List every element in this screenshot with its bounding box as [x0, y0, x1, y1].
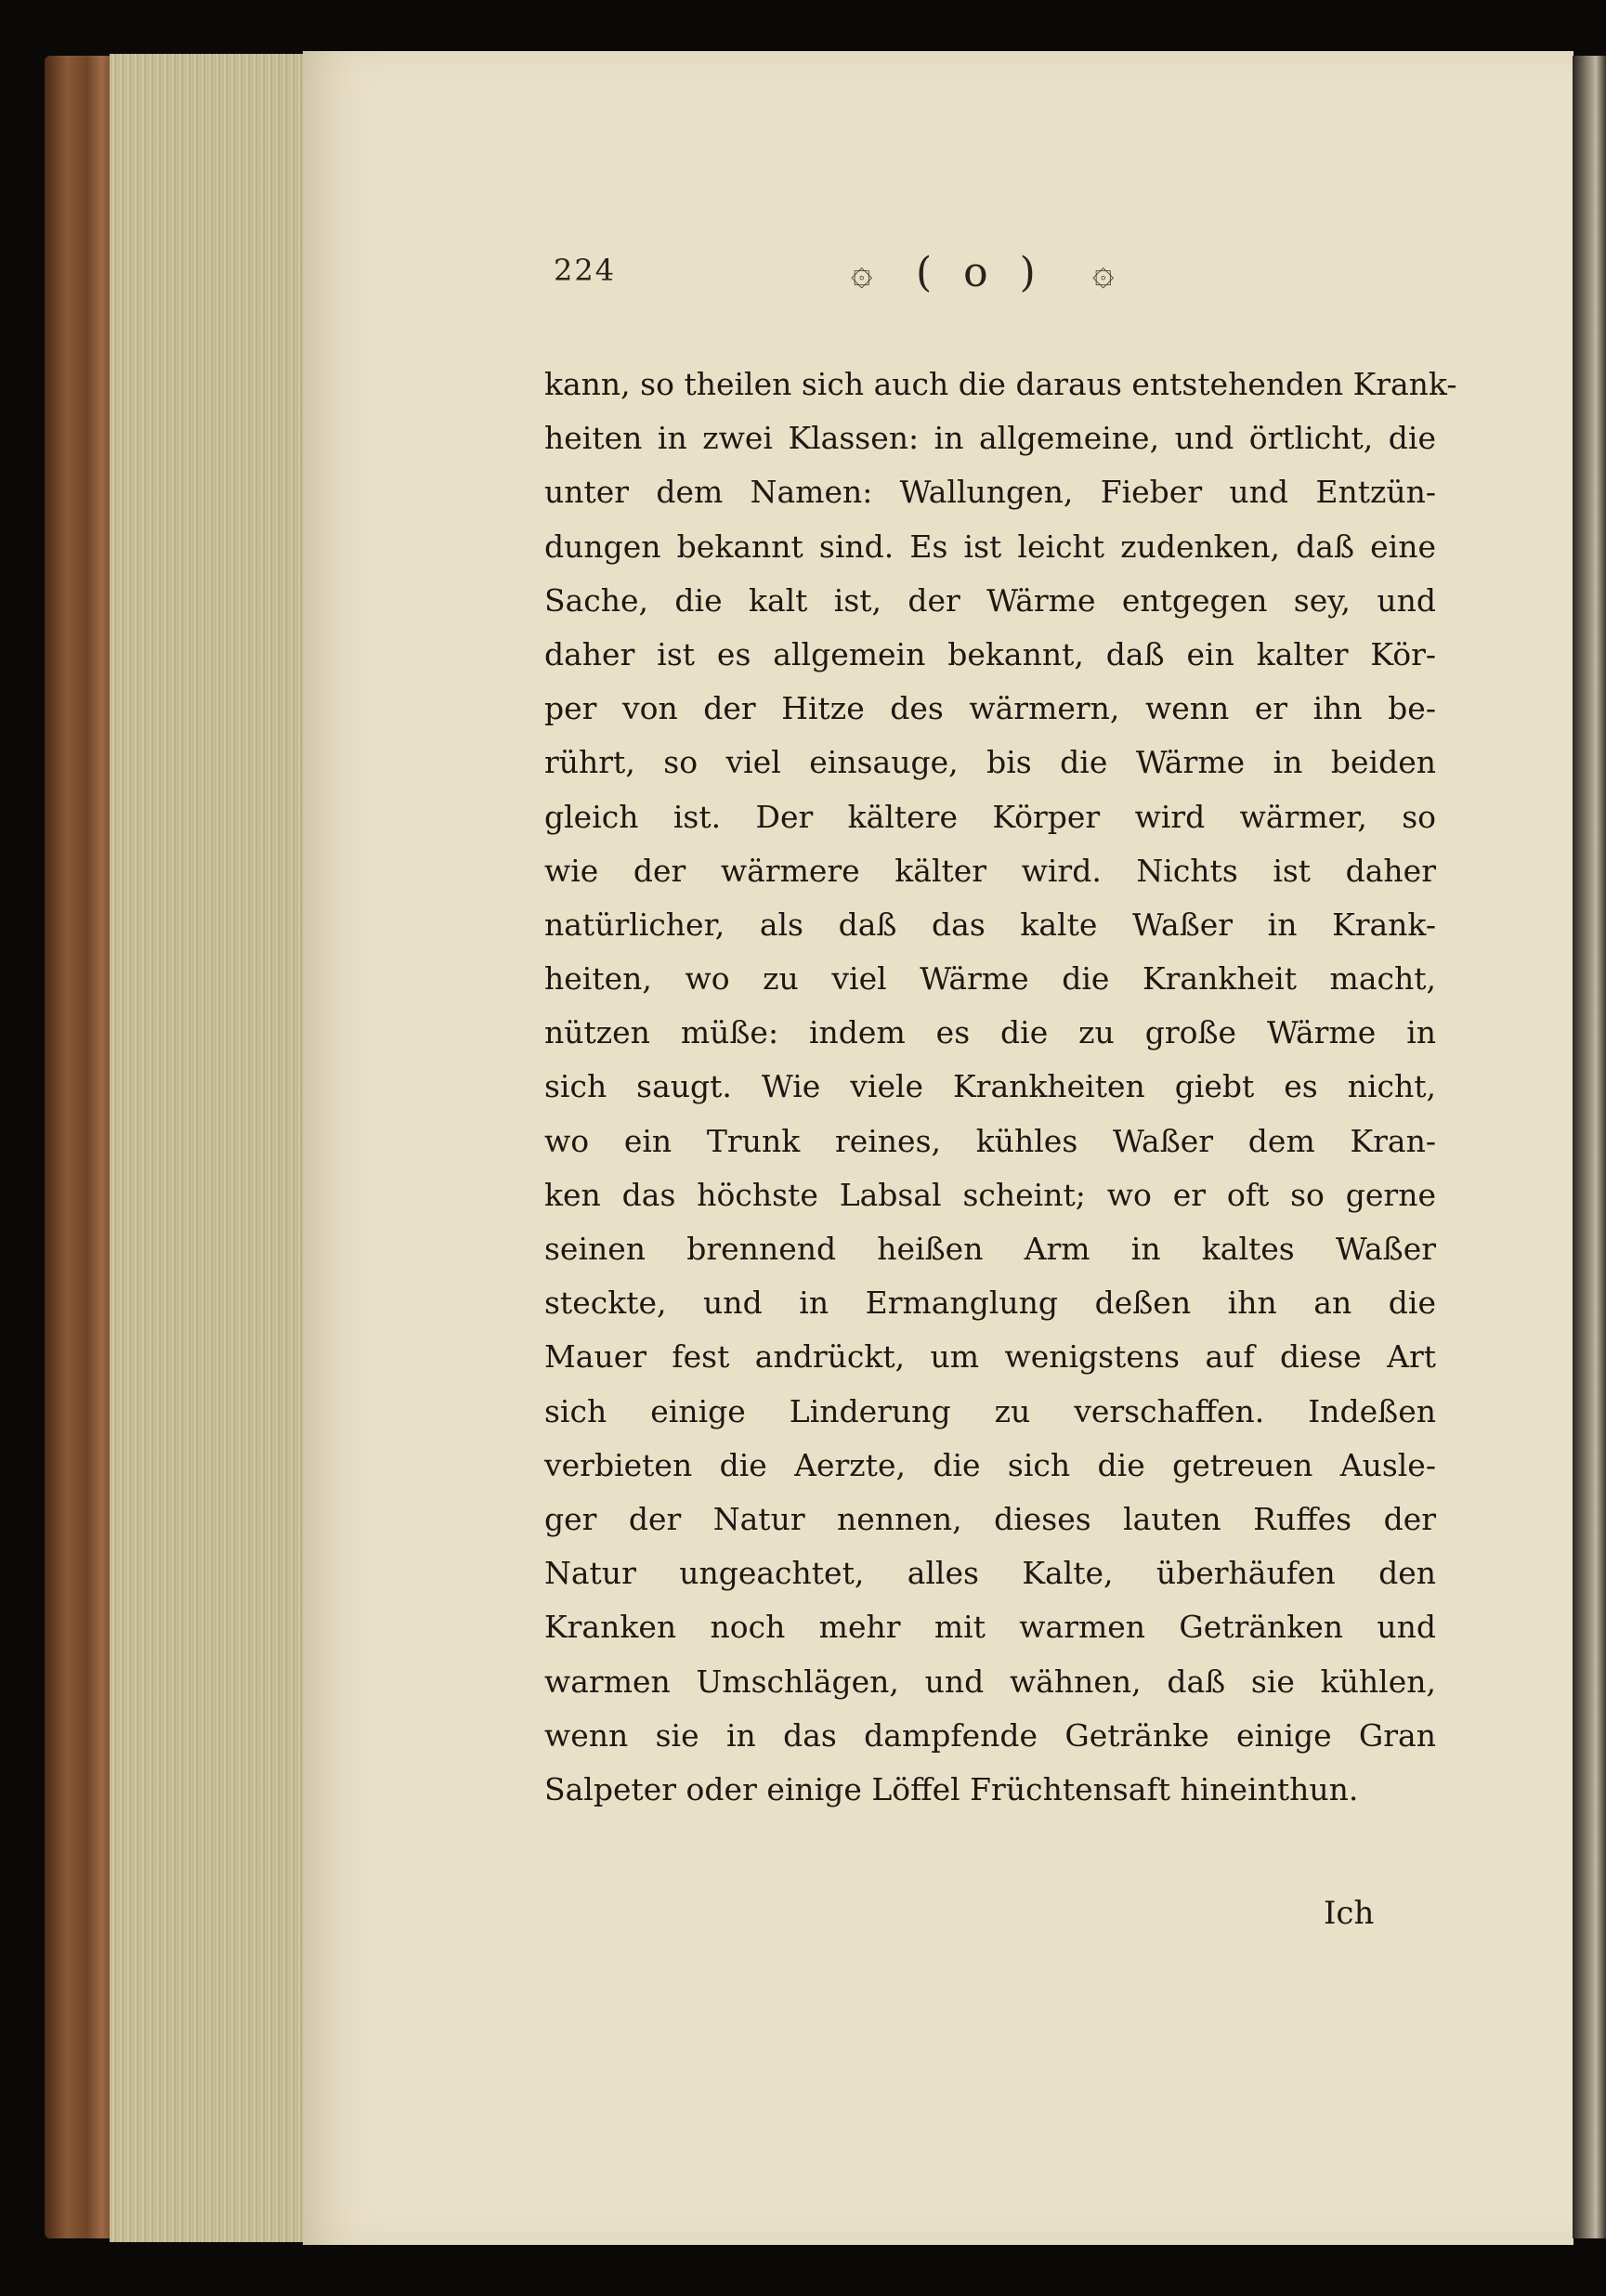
- text-line: daher ist es allgemein bekannt, daß ein kalter Kör-: [544, 635, 1436, 672]
- text-line: ger der Natur nennen, dieses lauten Ruffes der: [544, 1500, 1436, 1537]
- text-line: Kranken noch mehr mit warmen Getränken und: [544, 1609, 1436, 1646]
- text-line: seinen brennend heißen Arm in kaltes Waßer: [544, 1231, 1436, 1267]
- text-line: sich saugt. Wie viele Krankheiten giebt es nicht,: [544, 1068, 1436, 1105]
- text-line: heiten in zwei Klassen: in allgemeine, und örtlicht, die: [544, 420, 1436, 457]
- ornament-right-icon: ۞: [1092, 251, 1115, 294]
- page-header: [554, 249, 1436, 305]
- text-line: steckte, und in Ermanglung deßen ihn an die: [544, 1285, 1436, 1322]
- text-line: Salpeter oder einige Löffel Früchtensaft hineinthun.: [544, 1770, 1359, 1807]
- text-line: nützen müße: indem es die zu große Wärme in: [544, 1014, 1436, 1051]
- text-line: rührt, so viel einsauge, bis die Wärme in beiden: [544, 744, 1436, 781]
- text-line: dungen bekannt sind. Es ist leicht zudenken, daß eine: [544, 528, 1436, 565]
- text-line: per von der Hitze des wärmern, wenn er ihn be-: [544, 690, 1436, 727]
- text-line: verbieten die Aerzte, die sich die getreuen Ausle-: [544, 1446, 1436, 1483]
- text-line: wo ein Trunk reines, kühles Waßer dem Kran-: [544, 1122, 1436, 1159]
- ornament-left-icon: ۞: [851, 251, 873, 294]
- catchword: Ich: [1324, 1895, 1375, 1932]
- text-line: warmen Umschlägen, und wähnen, daß sie kühlen,: [544, 1663, 1436, 1700]
- text-line: Mauer fest andrückt, um wenigstens auf diese Art: [544, 1338, 1436, 1376]
- text-line: natürlicher, als daß das kalte Waßer in Krank-: [544, 906, 1436, 943]
- text-line: unter dem Namen: Wallungen, Fieber und Entzün-: [544, 474, 1436, 511]
- facing-page-edge: [1573, 56, 1606, 2238]
- text-line: wie der wärmere kälter wird. Nichts ist daher: [544, 852, 1436, 889]
- text-line: Sache, die kalt ist, der Wärme entgegen sey, und: [544, 581, 1436, 619]
- text-line: gleich ist. Der kältere Körper wird wärmer, so: [544, 798, 1436, 835]
- text-line: wenn sie in das dampfende Getränke einige Gran: [544, 1716, 1436, 1754]
- body-text: [544, 358, 1457, 1817]
- page-number: 224: [554, 253, 617, 288]
- text-line: kann, so theilen sich auch die daraus entstehenden Krank-: [544, 366, 1457, 402]
- text-line: heiten, wo zu viel Wärme die Krankheit macht,: [544, 960, 1436, 998]
- text-line: Natur ungeachtet, alles Kalte, überhäufen den: [544, 1555, 1436, 1592]
- text-line: ken das höchste Labsal scheint; wo er oft so gerne: [544, 1176, 1436, 1213]
- header-center: ( o ): [916, 249, 1045, 296]
- page-edges: [110, 54, 319, 2242]
- text-line: sich einige Linderung zu verschaffen. Indeßen: [544, 1392, 1436, 1429]
